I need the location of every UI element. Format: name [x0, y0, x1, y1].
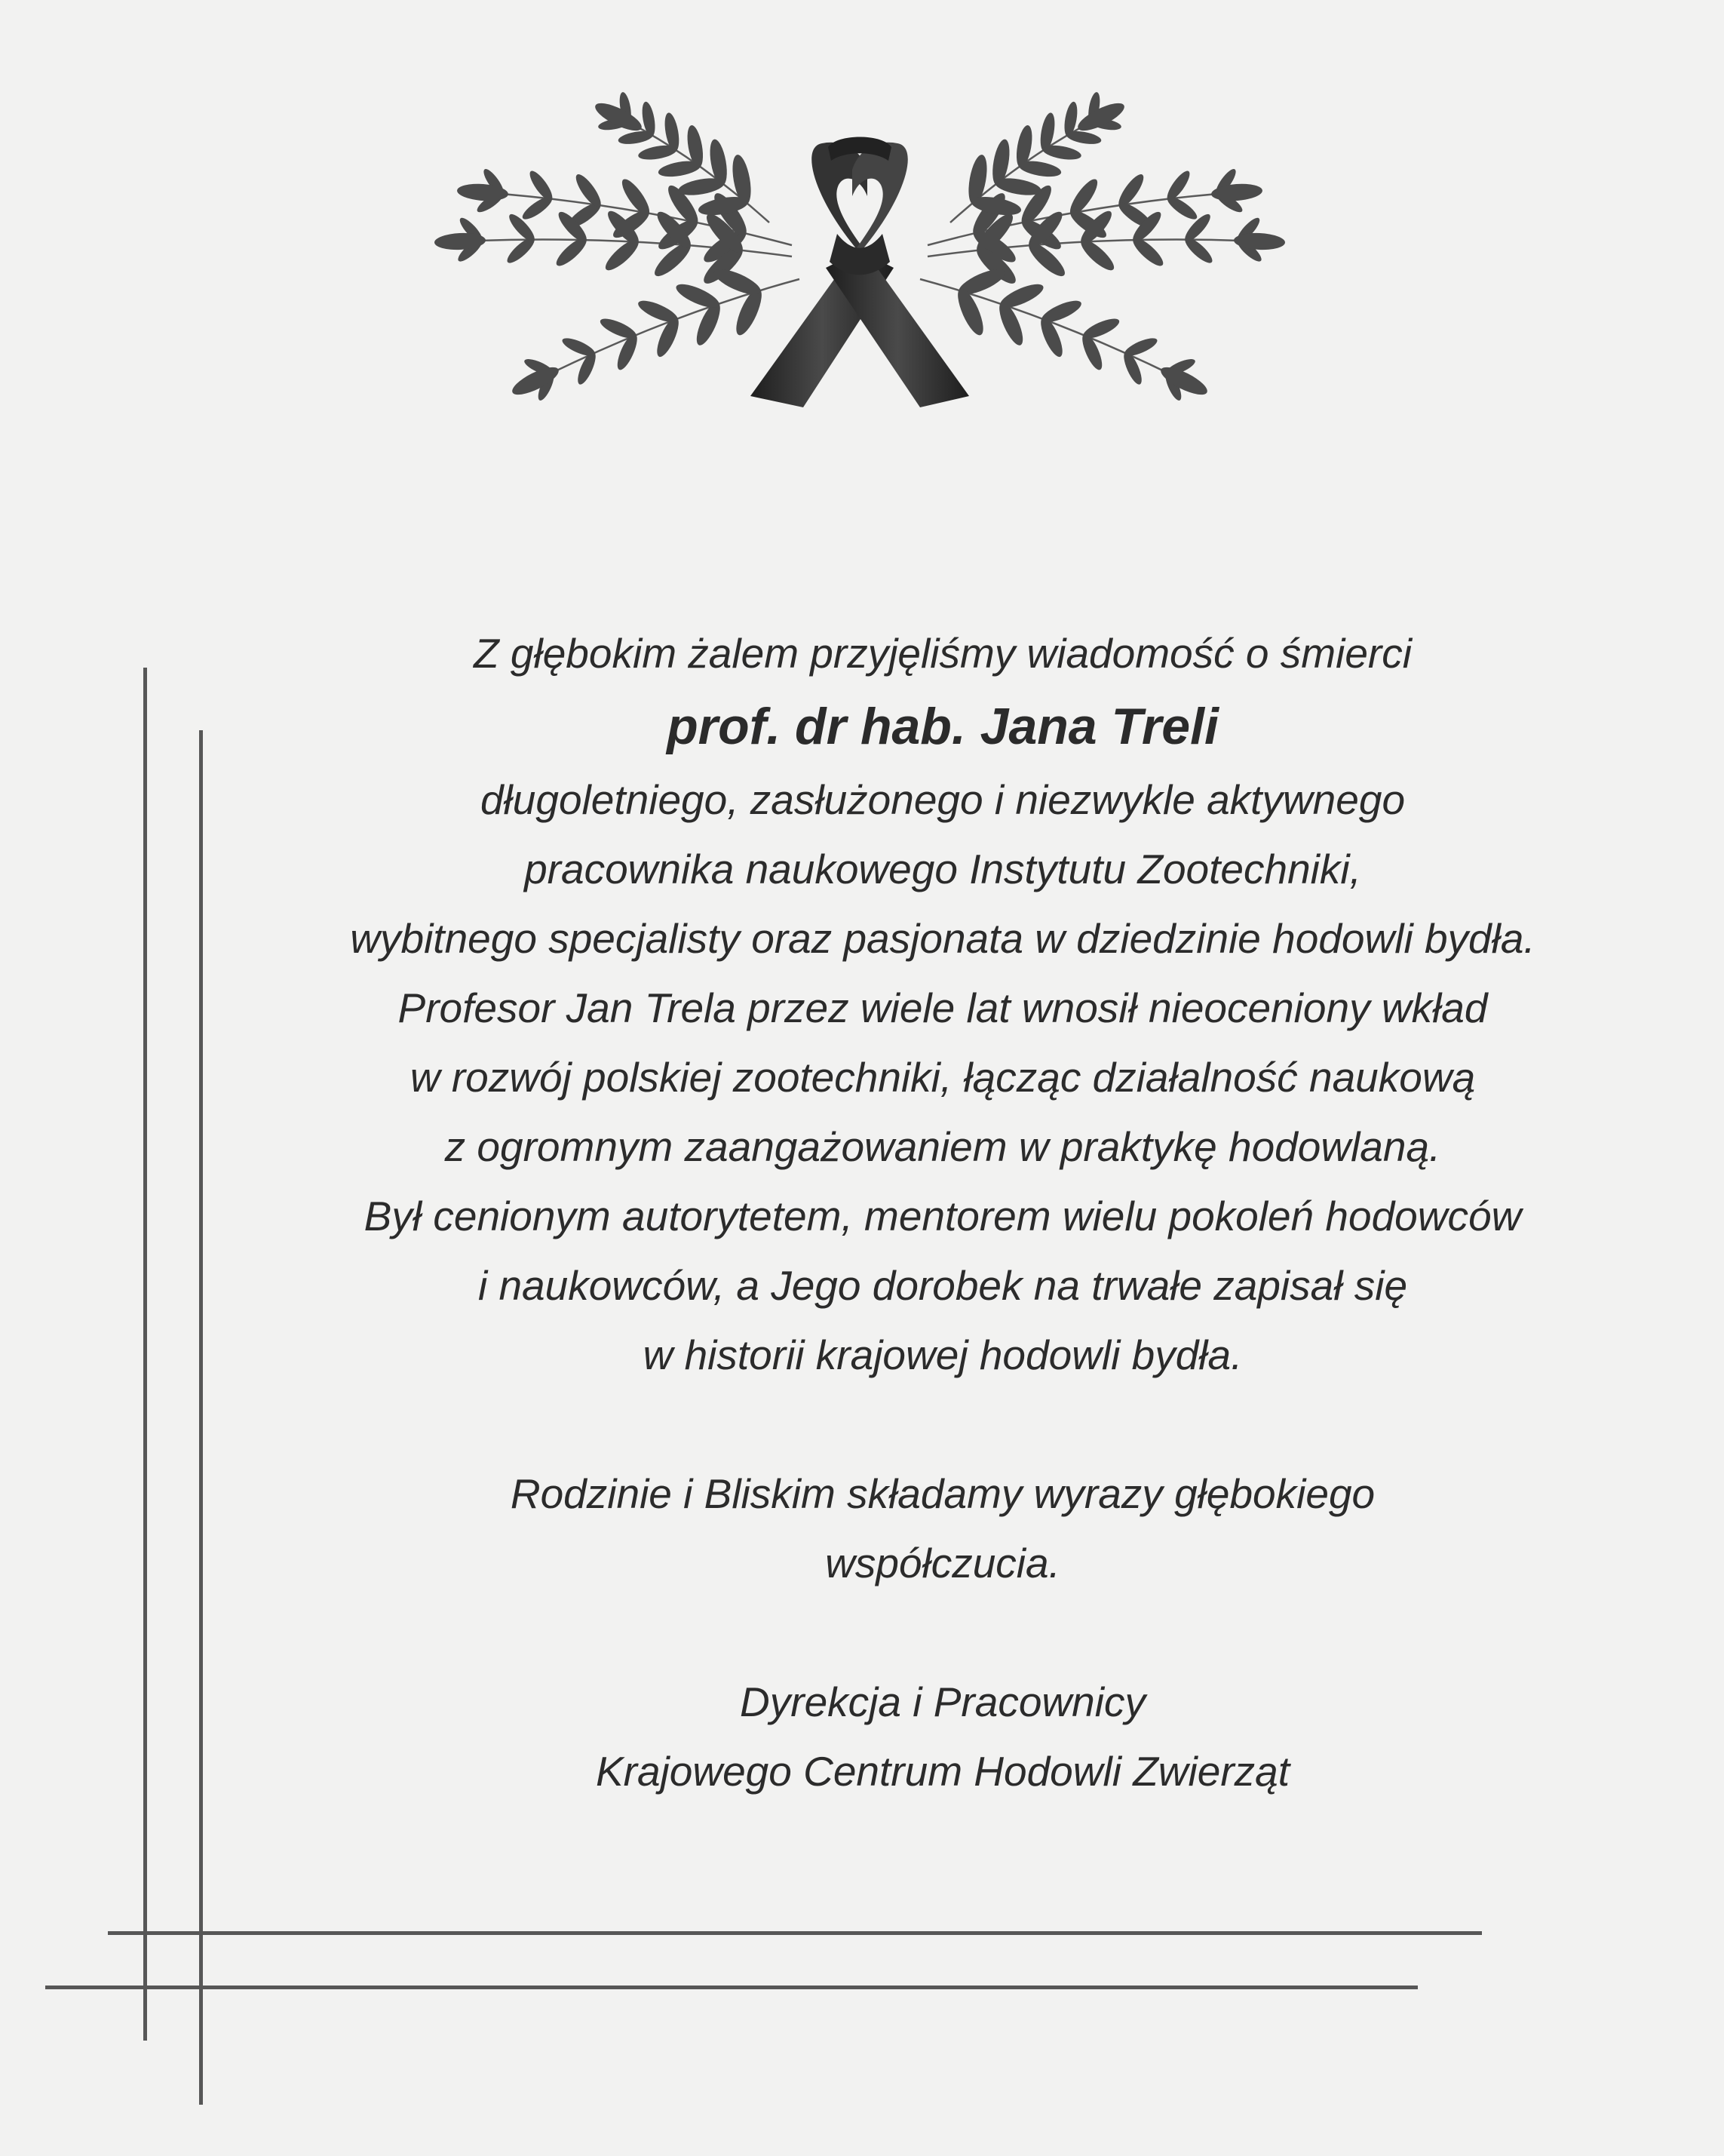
- olive-leaf: [1075, 98, 1128, 136]
- olive-leaf: [636, 296, 681, 327]
- condolence-line: współczucia.: [825, 1540, 1060, 1586]
- frame-vertical-line-inner: [199, 730, 203, 2105]
- notice-body-line: z ogromnym zaangażowaniem w praktykę hodowlaną.: [444, 1123, 1441, 1170]
- frame-horizontal-line-upper: [108, 1931, 1482, 1935]
- mourning-ribbon-with-olive-branches-icon: [370, 64, 1350, 441]
- notice-body-line: Profesor Jan Trela przez wiele lat wnosił nieoceniony wkład: [397, 984, 1488, 1031]
- obituary-notice: [226, 619, 1659, 1806]
- olive-leaf: [711, 264, 764, 299]
- notice-body-line: pracownika naukowego Instytutu Zootechniki,: [524, 846, 1361, 892]
- frame-vertical-line-outer: [143, 668, 147, 2041]
- notice-body-line: wybitnego specjalisty oraz pasjonata w dziedzinie hodowli bydła.: [350, 915, 1535, 962]
- olive-leaf: [618, 176, 654, 219]
- notice-intro: Z głębokim żalem przyjęliśmy wiadomość o śmierci: [474, 630, 1412, 677]
- signature-line: Dyrekcja i Pracownicy: [740, 1678, 1146, 1725]
- ribbon-icon: [750, 137, 969, 408]
- frame-horizontal-line-lower: [45, 1986, 1418, 1989]
- notice-body-line: Był cenionym autorytetem, mentorem wielu pokoleń hodowców: [364, 1193, 1522, 1239]
- notice-body-line: w historii krajowej hodowli bydła.: [643, 1331, 1243, 1378]
- deceased-name: prof. dr hab. Jana Treli: [667, 698, 1219, 755]
- olive-leaf: [592, 98, 646, 136]
- olive-leaf: [560, 335, 597, 360]
- notice-body-line: długoletniego, zasłużonego i niezwykle aktywnego: [480, 776, 1406, 823]
- olive-leaf: [598, 315, 639, 342]
- condolence-line: Rodzinie i Bliskim składamy wyrazy głębokiego: [510, 1470, 1376, 1517]
- paragraph-gap: [226, 1390, 1659, 1459]
- signature-line: Krajowego Centrum Hodowli Zwierząt: [595, 1748, 1290, 1795]
- paragraph-gap: [226, 1598, 1659, 1667]
- notice-body-line: i naukowców, a Jego dorobek na trwałe zapisał się: [477, 1262, 1408, 1309]
- notice-body-line: w rozwój polskiej zootechniki, łącząc działalność naukową: [410, 1054, 1476, 1101]
- olive-leaf: [673, 280, 722, 312]
